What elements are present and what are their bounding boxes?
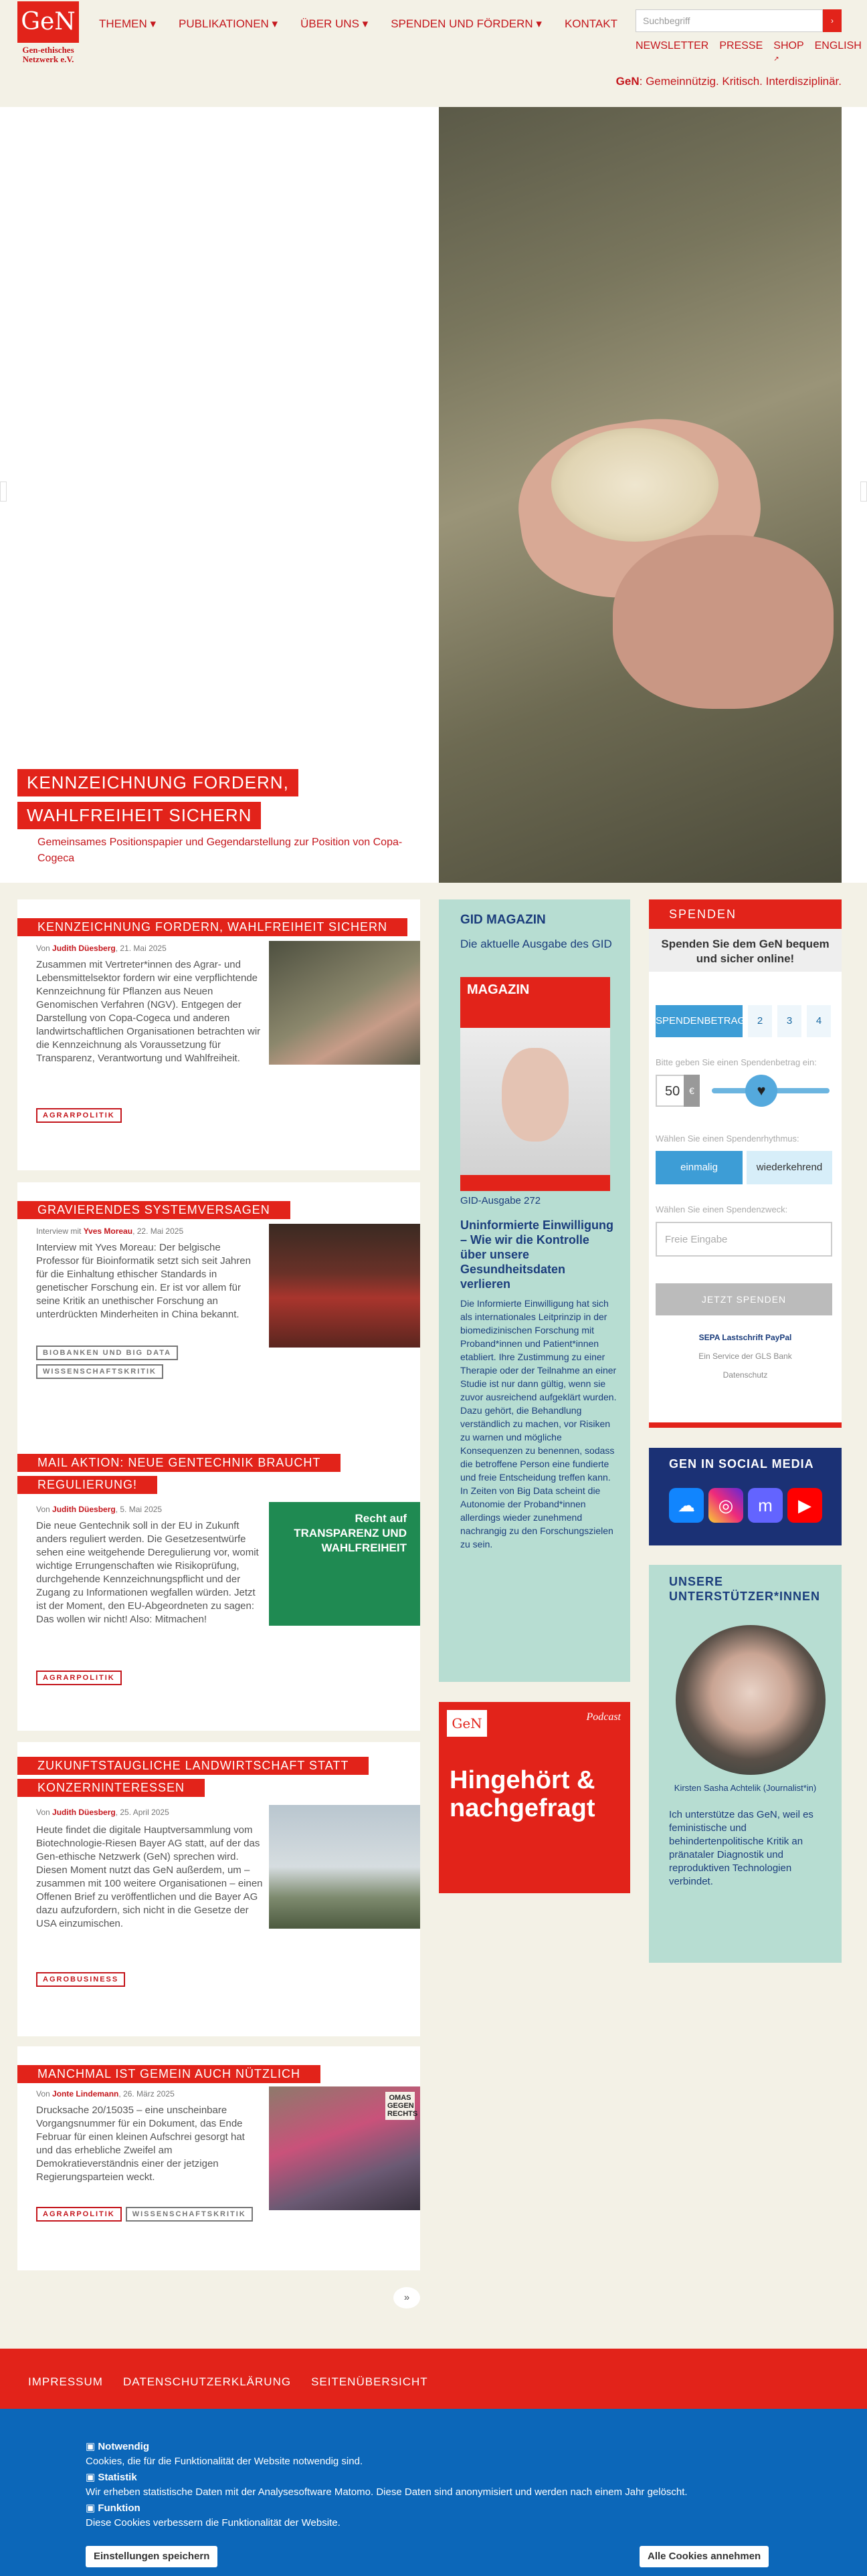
article-title[interactable] — [17, 1454, 341, 1498]
article-author: Jonte Lindemann — [52, 2089, 119, 2099]
podcast-label: Podcast — [586, 1711, 621, 1723]
search-button[interactable]: › — [823, 9, 842, 32]
hand-shape-lower — [613, 535, 834, 709]
footer-datenschutz[interactable]: DATENSCHUTZERKLÄRUNG — [122, 2375, 292, 2388]
logo-subtitle: Gen-ethisches Netzwerk e.V. — [22, 45, 74, 64]
cookie-desc: Cookies, die für die Funktionalität der Website notwendig sind. — [86, 2456, 363, 2467]
step-4[interactable]: 4 — [807, 1005, 831, 1037]
gid-headline[interactable]: Uninformierte Einwilligung – Wie wir die Kontrolle über unsere Gesundheitsdaten verlieren — [460, 1218, 613, 1291]
currency-badge: € — [684, 1075, 700, 1107]
tag-list — [36, 1346, 257, 1379]
article-author: Judith Düesberg — [52, 1808, 116, 1817]
gid-text: Die Informierte Einwilligung hat sich als internationales Leitprinzip in der biomedizinischen Forschung mit Proband*innen und Patient*innen etabliert. Ihre Zustimmung zu einer Therapie oder der Teilnahme an einer Studie ist nur dann gültig, wenn sie zuvor ausreichend aufgeklärt wurden. Dazu gehört, die Behandlung verständlich zu machen, vor Risiken zu warnen und mögliche Konsequenzen zu benennen, sodass die betroffene Person eine fundierte und freie Entscheidung treffen kann. In Zeiten von Big Data scheint die Autonomie der Proband*innen allerdings wieder zunehmend nachrangig zu den Forschungszielen zu sein. — [460, 1298, 617, 1549]
tagline-text: : Gemeinnützig. Kritisch. Interdisziplinär. — [639, 75, 842, 88]
search-input[interactable]: Suchbegriff — [636, 9, 823, 32]
meta-prefix: Interview mit — [36, 1226, 84, 1236]
tagline — [616, 75, 842, 88]
article-image[interactable]: Recht auf TRANSPARENZ UND WAHLFREIHEIT — [269, 1502, 420, 1626]
article-image[interactable] — [269, 1224, 420, 1348]
article-title-line: KENNZEICHNUNG FORDERN, WAHLFREIHEIT SICHERN — [17, 918, 407, 936]
privacy-link[interactable]: Datenschutz — [722, 1370, 768, 1380]
article-date: , 5. Mai 2025 — [115, 1505, 163, 1514]
payment-logos — [649, 1333, 842, 1380]
tag-biobanken[interactable]: BIOBANKEN UND BIG DATA — [36, 1346, 178, 1360]
youtube-icon[interactable]: ▶ — [787, 1488, 822, 1523]
service-english[interactable]: ENGLISH — [814, 40, 862, 51]
podcast-banner[interactable] — [439, 1702, 630, 1893]
slider-next-arrow[interactable] — [860, 481, 867, 502]
hero-title-line1: KENNZEICHNUNG FORDERN, — [17, 769, 298, 796]
cookie-desc: Diese Cookies verbessern die Funktionalität der Website. — [86, 2517, 341, 2529]
donation-header: SPENDEN — [649, 899, 842, 929]
service-newsletter[interactable]: NEWSLETTER — [636, 40, 709, 51]
supporters-box — [649, 1565, 842, 1963]
article-date: , 21. Mai 2025 — [115, 944, 167, 953]
payment-methods: SEPA Lastschrift PayPal — [698, 1333, 792, 1342]
gid-caption: GID-Ausgabe 272 — [460, 1195, 541, 1206]
gid-subtitle: Die aktuelle Ausgabe des GID — [460, 938, 612, 950]
tag-agrarpolitik[interactable]: AGRARPOLITIK — [36, 1671, 122, 1685]
amount-slider[interactable] — [712, 1082, 830, 1099]
footer-impressum[interactable]: IMPRESSUM — [28, 2375, 103, 2388]
article-title[interactable] — [17, 1757, 369, 1801]
meta-prefix: Von — [36, 944, 53, 953]
gid-cover-photo — [460, 1028, 610, 1175]
slider-prev-arrow[interactable] — [0, 481, 7, 502]
cookie-banner — [0, 2409, 867, 2576]
podcast-title: Hingehört & nachgefragt — [450, 1766, 595, 1822]
nav-kontakt[interactable]: KONTAKT — [564, 17, 617, 30]
article-author: Judith Düesberg — [52, 944, 116, 953]
tag-agrobusiness[interactable]: AGROBUSINESS — [36, 1972, 125, 1987]
logo-mark: GeN — [17, 1, 79, 43]
podcast-logo: GeN — [447, 1710, 487, 1737]
step-3[interactable]: 3 — [777, 1005, 801, 1037]
tag-list — [36, 2207, 257, 2222]
nav-publikationen[interactable]: PUBLIKATIONEN ▾ — [179, 17, 278, 30]
article-meta — [36, 1226, 183, 1236]
rhythm-once[interactable]: einmalig — [656, 1151, 743, 1184]
article-title-line: MANCHMAL IST GEMEIN AUCH NÜTZLICH — [17, 2065, 320, 2083]
tag-wissenschaftskritik[interactable]: WISSENSCHAFTSKRITIK — [36, 1364, 163, 1379]
article-image[interactable] — [269, 2086, 420, 2210]
supporter-portrait — [676, 1625, 826, 1775]
article-title-line: KONZERNINTERESSEN — [17, 1779, 205, 1797]
article-title[interactable] — [17, 918, 407, 940]
service-nav — [636, 40, 862, 64]
article-teaser: Interview mit Yves Moreau: Der belgische Professor für Bioinformatik setzt sich seit Jahren für die Einhaltung ethischer Standards in genetischer Forschung ein. Er ist vor allem für seine Kritik an unethischer Forschung an unterdrückten Minderheiten in China bekannt. — [36, 1242, 251, 1320]
site-logo[interactable] — [17, 1, 79, 67]
article-image[interactable] — [269, 1805, 420, 1929]
article-title-line: ZUKUNFTSTAUGLICHE LANDWIRTSCHAFT STATT — [17, 1757, 369, 1775]
service-shop[interactable] — [773, 40, 803, 64]
article-meta — [36, 2089, 175, 2099]
tag-list — [36, 1108, 257, 1123]
purpose-input[interactable]: Freie Eingabe — [656, 1222, 832, 1257]
social-title: GEN IN SOCIAL MEDIA — [669, 1457, 814, 1471]
cookie-name: Statistik — [98, 2472, 137, 2483]
instagram-icon[interactable]: ◎ — [708, 1488, 743, 1523]
accept-all-button[interactable]: Alle Cookies annehmen — [640, 2546, 769, 2567]
supporter-name: Kirsten Sasha Achtelik (Journalist*in) — [674, 1783, 817, 1793]
hero-subtitle: Gemeinsames Positionspapier und Gegendarstellung zur Position von Copa-Cogeca — [37, 837, 403, 864]
tag-agrarpolitik[interactable]: AGRARPOLITIK — [36, 2207, 122, 2222]
seed-pile — [551, 428, 718, 542]
article-card — [17, 1182, 420, 1450]
amount-label: Bitte geben Sie einen Spendenbetrag ein: — [656, 1057, 817, 1067]
checkbox-function[interactable]: ▣ — [86, 2502, 98, 2514]
checkbox-statistics[interactable]: ▣ — [86, 2472, 98, 2483]
article-meta — [36, 944, 167, 953]
article-meta — [36, 1505, 162, 1514]
gid-title: GID MAGAZIN — [460, 913, 546, 927]
hero-title[interactable] — [17, 769, 298, 835]
nav-themen[interactable]: THEMEN ▾ — [99, 17, 157, 30]
step-2[interactable]: 2 — [748, 1005, 772, 1037]
nav-ueber-uns[interactable]: ÜBER UNS ▾ — [300, 17, 369, 30]
service-presse[interactable]: PRESSE — [719, 40, 763, 51]
pagination-next[interactable]: » — [393, 2287, 420, 2309]
hero-title-line2: WAHLFREIHEIT SICHERN — [17, 802, 261, 829]
article-date: , 22. Mai 2025 — [132, 1226, 184, 1236]
gid-cover-image[interactable] — [460, 977, 610, 1191]
cookie-function[interactable] — [86, 2501, 341, 2531]
article-author: Yves Moreau — [83, 1226, 133, 1236]
service-shop-label: SHOP — [773, 40, 804, 51]
article-title[interactable] — [17, 1201, 290, 1223]
article-title[interactable] — [17, 2065, 320, 2087]
donate-submit-button[interactable]: JETZT SPENDEN — [656, 1283, 832, 1315]
meta-prefix: Von — [36, 1505, 53, 1514]
rhythm-recurring[interactable]: wiederkehrend — [747, 1151, 832, 1184]
social-media-box — [649, 1448, 842, 1545]
main-nav — [99, 17, 617, 31]
gid-cover-title: MAGAZIN — [467, 982, 530, 997]
cookie-name: Funktion — [98, 2502, 140, 2514]
article-title-line: REGULIERUNG! — [17, 1476, 157, 1494]
purpose-label: Wählen Sie einen Spendenzweck: — [656, 1204, 788, 1214]
protest-sign: OMAS GEGEN RECHTS — [385, 2092, 415, 2120]
footer — [0, 2349, 867, 2409]
site-header — [0, 0, 867, 107]
article-card — [17, 899, 420, 1170]
article-date: , 25. April 2025 — [115, 1808, 169, 1817]
cookie-statistics[interactable] — [86, 2470, 688, 2500]
tagline-brand: GeN — [615, 75, 640, 88]
rhythm-label: Wählen Sie einen Spendenrhythmus: — [656, 1134, 799, 1144]
footer-links — [28, 2375, 428, 2389]
article-card — [17, 2046, 420, 2270]
article-title-line: GRAVIERENDES SYSTEMVERSAGEN — [17, 1201, 290, 1219]
footer-sitemap[interactable]: SEITENÜBERSICHT — [311, 2375, 428, 2388]
article-author: Judith Düesberg — [52, 1505, 116, 1514]
meta-prefix: Von — [36, 1808, 53, 1817]
tag-list — [36, 1972, 257, 1987]
nav-spenden[interactable]: SPENDEN UND FÖRDERN ▾ — [391, 17, 542, 30]
hero-slider — [0, 107, 867, 883]
tag-agrarpolitik[interactable]: AGRARPOLITIK — [36, 1108, 122, 1123]
cookie-desc: Wir erheben statistische Daten mit der Analysesoftware Matomo. Diese Daten sind anonymisiert und werden nach einem Jahr gelöscht. — [86, 2486, 688, 2498]
tag-list — [36, 1671, 257, 1685]
meta-prefix: Von — [36, 2089, 53, 2099]
donation-subtitle: Spenden Sie dem GeN bequem und sicher online! — [649, 929, 842, 972]
gid-magazin-box — [439, 899, 630, 1682]
heart-icon[interactable]: ♥ — [745, 1075, 777, 1107]
cookie-necessary[interactable] — [86, 2440, 363, 2469]
article-card — [17, 1450, 420, 1731]
cover-face — [502, 1048, 569, 1142]
supporter-quote: Ich unterstütze das GeN, weil es feministische und behindertenpolitische Kritik an pränataler Diagnostik und reproduktiven Technologien verbindet. — [669, 1809, 813, 1887]
checkbox-necessary[interactable]: ▣ — [86, 2441, 98, 2452]
cookie-name: Notwendig — [98, 2441, 149, 2452]
bluesky-icon[interactable]: ☁ — [669, 1488, 704, 1523]
article-teaser: Heute findet die digitale Hauptversammlung vom Biotechnologie-Riesen Bayer AG statt, auf der das Gen-ethische Netzwerk (GeN) sprechen wird. Diesen Moment nutzt das GeN außerdem, um – zusammen mit 100 weitere Organisationen – einen Offenen Brief zu veröffentlichen und die Bayer AG dazu aufzufordern, sich nicht in die Gesetze der USA einzumischen. — [36, 1824, 263, 1929]
step-amount[interactable]: SPENDENBETRAG — [656, 1005, 743, 1037]
article-meta — [36, 1808, 169, 1817]
mastodon-icon[interactable]: m — [748, 1488, 783, 1523]
supporters-title: UNSERE UNTERSTÜTZER*INNEN — [669, 1575, 821, 1603]
article-image[interactable] — [269, 941, 420, 1065]
tag-wissenschaftskritik[interactable]: WISSENSCHAFTSKRITIK — [126, 2207, 253, 2222]
article-teaser: Die neue Gentechnik soll in der EU in Zukunft anders reguliert werden. Die Gesetzesentwürfe sehen eine weitgehende Deregulierung vor, womit wichtige Errungenschaften wie Risikoprüfung, durchgehende Kennzeichnungspflicht und der Zugang zu Informationen wegfallen würden. Jetzt ist der Moment, den EU-Abgeordneten zu sagen: Das wollen wir nicht! Also: Mitmachen! — [36, 1520, 259, 1625]
article-card — [17, 1742, 420, 2036]
amount-input[interactable]: 50 — [656, 1075, 700, 1107]
hero-image — [439, 107, 842, 883]
save-settings-button[interactable]: Einstellungen speichern — [86, 2546, 217, 2567]
external-link-icon: ↗ — [773, 56, 779, 63]
bank-service: Ein Service der GLS Bank — [698, 1352, 792, 1361]
article-teaser: Zusammen mit Vertreter*innen des Agrar- und Lebensmittelsektor fordern wir eine verpflichtende Kennzeichnung für Pflanzen aus Neuen Genomischen Verfahren (NGV). Entgegen der Darstellung von Copa-Cogeca und anderen landwirtschaftlichen Organisationen betrachten wir die Kennzeichnung als Voraussetzung für Transparenz, Verantwortung und Wahlfreiheit. — [36, 959, 261, 1064]
article-teaser: Drucksache 20/15035 – eine unscheinbare Vorgangsnummer für ein Dokument, das Ende Februar für einen kleinen Aufschrei gesorgt hat und das erhebliche Zweifel am Demokratieverständnis einer der jetzigen Regierungsparteien weckt. — [36, 2105, 245, 2183]
donation-widget — [649, 899, 842, 1428]
article-title-line: MAIL AKTION: NEUE GENTECHNIK BRAUCHT — [17, 1454, 341, 1472]
article-date: , 26. März 2025 — [118, 2089, 175, 2099]
